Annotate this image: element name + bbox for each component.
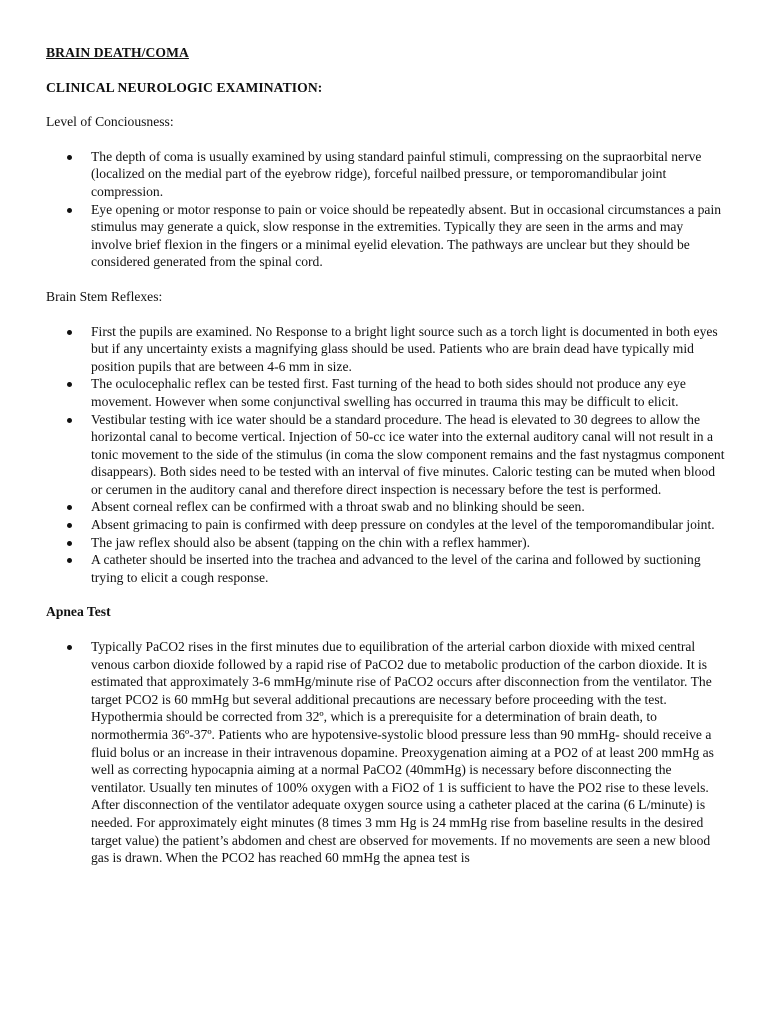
list-item-text: The depth of coma is usually examined by using standard painful stimuli, compressing on the supraorbital nerve (localized on the medial part of the eyebrow ridge), forceful nailbed pressure, or temporomandibular joint compression.	[91, 148, 702, 199]
list-item-text: Eye opening or motor response to pain or voice should be repeatedly absent. But in occasional circumstances a pain stimulus may generate a quick, slow response in the extremities. Typically they are seen in the arms and may involve brief flexion in the fingers or a minimal eyelid elevation. The pathways are unclear but they should be considered generated from the spinal cord.	[91, 201, 722, 270]
bullet-icon	[67, 505, 72, 510]
list-item	[46, 516, 726, 534]
list-item	[46, 375, 726, 410]
list-item	[46, 638, 726, 867]
list-item	[46, 534, 726, 552]
bullet-list-brain-stem-reflexes	[46, 323, 726, 587]
list-item	[46, 551, 726, 586]
document-page	[46, 44, 726, 884]
bullet-icon	[67, 330, 72, 335]
section-heading-apnea-test: Apnea Test	[46, 604, 111, 620]
bullet-list-apnea-test	[46, 638, 726, 867]
document-title: BRAIN DEATH/COMA	[46, 45, 189, 60]
list-item	[46, 411, 726, 499]
list-item	[46, 323, 726, 376]
bullet-icon	[67, 382, 72, 387]
list-item-text: Typically PaCO2 rises in the first minutes due to equilibration of the arterial carbon dioxide with mixed central venous carbon dioxide followed by a rapid rise of PaCO2 due to metabolic production of the carbon dioxide. It is estimated that approximately 3-6 mmHg/minute rise of PaCO2 occurs after disconnection from the ventilator. The target PCO2 is 60 mmHg but several additional precautions are necessary before proceeding with the test. Hypothermia should be corrected from 32º, which is a prerequisite for a determination of brain death, to normothermia 36º-37º. Patients who are hypotensive-systolic blood pressure less than 90 mmHg- should receive a fluid bolus or an increase in their intravenous dopamine. Preoxygenation aiming at a PO2 of at least 200 mmHg as well as correcting hypocapnia aiming at a normal PaCO2 (40mmHg) is necessary before disconnecting the ventilator. Usually ten minutes of 100% oxygen with a FiO2 of 1 is sufficient to have the PO2 rise to these levels. After disconnection of the ventilator adequate oxygen source using a catheter placed at the carina (6 L/minute) is needed. For approximately eight minutes (8 times 3 mm Hg is 24 mmHg rise from baseline results in the desired target value) the patient’s abdomen and chest are observed for movements. If no movements are seen a new blood gas is drawn. When the PCO2 has reached 60 mmHg the apnea test is	[91, 639, 714, 866]
section-heading-brain-stem-reflexes: Brain Stem Reflexes:	[46, 288, 163, 304]
list-item	[46, 498, 726, 516]
list-item-text: The jaw reflex should also be absent (tapping on the chin with a reflex hammer).	[91, 534, 531, 550]
bullet-icon	[67, 523, 72, 528]
document-subtitle: CLINICAL NEUROLOGIC EXAMINATION:	[46, 79, 323, 95]
list-item	[46, 201, 726, 271]
list-item	[46, 148, 726, 201]
list-item-text: First the pupils are examined. No Response to a bright light source such as a torch light is documented in both eyes but if any uncertainty exists a magnifying glass should be used. Patients who are brain dead have typically mid position pupils that are between 4-6 mm in size.	[91, 323, 718, 374]
bullet-icon	[67, 541, 72, 546]
bullet-icon	[67, 645, 72, 650]
bullet-icon	[67, 418, 72, 423]
bullet-icon	[67, 155, 72, 160]
bullet-icon	[67, 558, 72, 563]
bullet-list-level-of-consciousness	[46, 148, 726, 271]
bullet-icon	[67, 208, 72, 213]
list-item-text: Absent grimacing to pain is confirmed with deep pressure on condyles at the level of the temporomandibular joint.	[91, 517, 715, 533]
list-item-text: A catheter should be inserted into the trachea and advanced to the level of the carina and followed by suctioning trying to elicit a cough response.	[91, 552, 701, 585]
list-item-text: The oculocephalic reflex can be tested first. Fast turning of the head to both sides should not produce any eye movement. However when some conjunctival swelling has occurred in trauma this may be difficult to elicit.	[91, 376, 686, 409]
list-item-text: Vestibular testing with ice water should be a standard procedure. The head is elevated to 30 degrees to allow the horizontal canal to become vertical. Injection of 50-cc ice water into the external auditory canal will not result in a tonic movement to the side of the stimulus (in coma the slow component remains and the fast nystagmus component disappears). Both sides need to be tested with an interval of five minutes. Caloric testing can be muted when blood or cerumen in the auditory canal and therefore direct inspection is necessary before the test is performed.	[91, 411, 725, 497]
list-item-text: Absent corneal reflex can be confirmed with a throat swab and no blinking should be seen.	[91, 499, 585, 515]
section-heading-level-of-consciousness: Level of Conciousness:	[46, 114, 174, 130]
